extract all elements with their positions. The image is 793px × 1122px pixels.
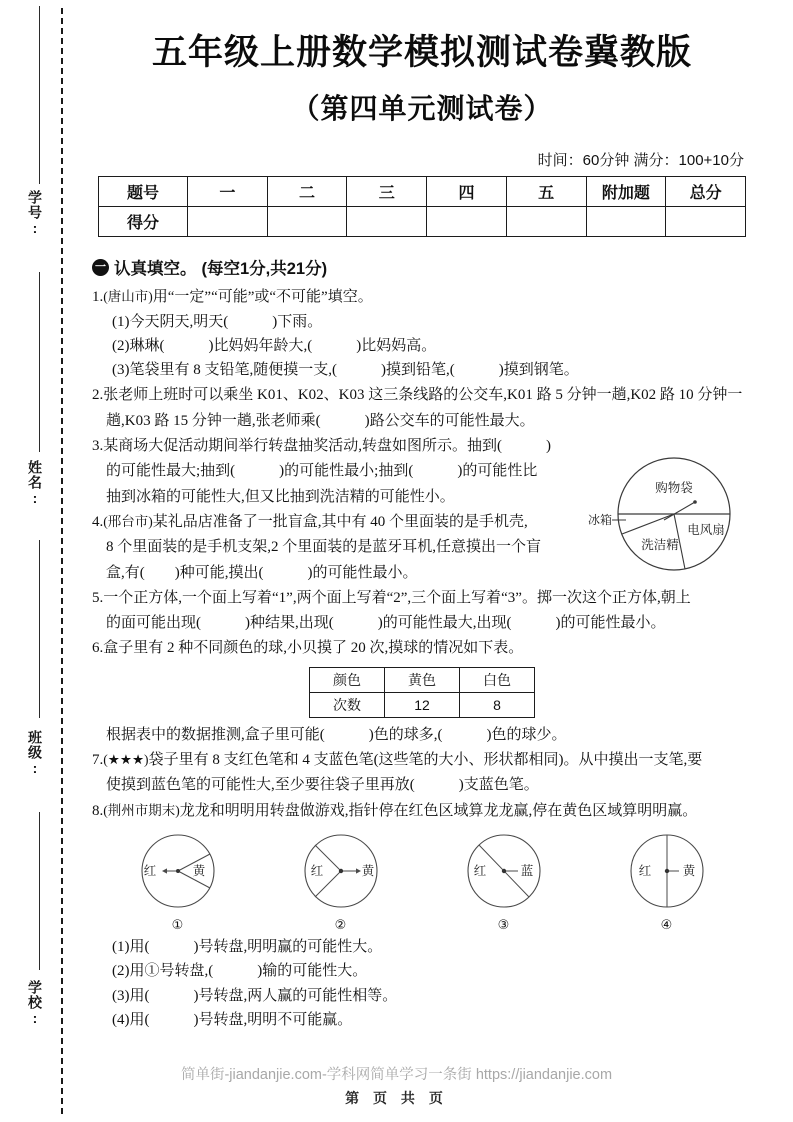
q8-sub1-label: (1)	[112, 938, 130, 955]
question-4-line-2: 8 个里面装的是手机支架,2 个里面装的是蓝牙耳机,任意摸出一个盲	[106, 539, 542, 556]
question-4-line3	[106, 561, 758, 585]
q8-sub4-text-a: 用(	[129, 1011, 150, 1028]
margin-rule-2	[39, 272, 40, 452]
question-5-line-2d: )的可能性最小。	[555, 615, 666, 632]
q1-sub2-label: (2)	[112, 337, 130, 354]
prize-wheel-label-electric-fan: 电风扇	[687, 523, 725, 537]
spinner-3	[444, 831, 564, 933]
question-3-line-1a: 某商场大促活动期间举行转盘抽奖活动,转盘如图所示。抽到(	[103, 438, 502, 455]
spinner-1-caption: ①	[171, 916, 184, 932]
question-5-line-2c: )的可能性最大,出现(	[377, 615, 512, 632]
spinner-2-label-right: 黄	[361, 863, 374, 878]
margin-label-school: 学校:	[27, 980, 43, 1027]
question-4-line-3a: 盒,有(	[106, 564, 145, 581]
spinner-4-caption: ④	[660, 916, 673, 932]
question-8-spinner-row	[96, 831, 748, 933]
q1-sub1-label: (1)	[112, 313, 130, 330]
question-1-source: (唐山市)	[103, 289, 153, 305]
question-8-sub-1	[112, 935, 758, 959]
ball-table-count-white: 8	[460, 692, 535, 717]
ball-count-table	[309, 667, 535, 718]
ball-table-color-yellow: 黄色	[385, 667, 460, 692]
question-8-stem: 龙龙和明明用转盘做游戏,指针停在红色区域算龙龙赢,停在黄色区域算明明赢。	[179, 802, 698, 819]
q8-sub1-text-b: )号转盘,明明赢的可能性大。	[193, 938, 383, 955]
spinner-1-hub	[176, 869, 180, 873]
page-subtitle: （第四单元测试卷）	[291, 93, 553, 125]
question-3-line-3: 抽到冰箱的可能性大,但又比抽到洗洁精的可能性小。	[106, 488, 455, 505]
fold-dashed-line	[61, 8, 63, 1114]
question-8-source: (荆州市期末)	[103, 802, 180, 818]
score-col-3: 三	[347, 177, 427, 207]
section-number-badge: 一	[92, 259, 109, 276]
score-cell-1[interactable]	[188, 207, 268, 237]
margin-rule-3	[39, 540, 40, 718]
q1-sub3-text-c: )摸到钢笔。	[498, 362, 579, 379]
question-7-line-2b: )支蓝色笔。	[458, 777, 539, 794]
question-1	[92, 285, 758, 309]
question-6-tail-c: )色的球少。	[486, 726, 567, 743]
question-7-line-1: 袋子里有 8 支红色笔和 4 支蓝色笔(这些笔的大小、形状都相同)。从中摸出一支笔,要	[148, 752, 703, 769]
spinner-3-label-left: 红	[473, 863, 486, 878]
score-cell-4[interactable]	[427, 207, 507, 237]
table-row-color	[310, 667, 535, 692]
q8-sub2-label: (2)	[112, 963, 130, 980]
question-4-number: 4.	[92, 513, 104, 530]
score-col-4: 四	[427, 177, 507, 207]
score-cell-total[interactable]	[666, 207, 746, 237]
q1-sub2-text-b: )比妈妈年龄大,(	[208, 337, 313, 354]
question-6-tail	[106, 723, 758, 747]
spinner-4-hub	[664, 869, 668, 873]
question-1-sub-3	[112, 358, 758, 382]
question-4-source: (邢台市)	[103, 513, 153, 529]
question-3-line-2c: )的可能性比	[457, 463, 538, 480]
question-5-line-1: 一个正方体,一个面上写着“1”,两个面上写着“2”,三个面上写着“3”。掷一次这个正方体,朝上	[103, 589, 691, 606]
score-col-total: 总分	[666, 177, 746, 207]
score-table-row-label-2: 得分	[99, 207, 188, 237]
spinner-3-hub	[501, 869, 505, 873]
q8-sub2-text-b: )输的可能性大。	[257, 963, 368, 980]
score-col-1: 一	[188, 177, 268, 207]
prize-wheel-label-shopping-bag: 购物袋	[655, 481, 693, 495]
q1-sub1-text-a: 今天阴天,明天(	[129, 313, 229, 330]
question-2	[92, 383, 758, 407]
question-7-line2	[106, 773, 758, 797]
margin-rule-1	[39, 6, 40, 184]
score-cell-2[interactable]	[267, 207, 347, 237]
question-1-sub-2	[112, 334, 758, 358]
question-3-line-2a: 的可能性最大;抽到(	[106, 463, 236, 480]
spinner-4	[607, 831, 727, 933]
page-title: 五年级上册数学模拟测试卷冀教版	[151, 33, 692, 72]
question-8-sub-2	[112, 959, 758, 983]
spinner-4-label-left: 红	[638, 863, 651, 878]
q8-sub4-label: (4)	[112, 1011, 130, 1028]
question-3	[92, 434, 592, 458]
q8-sub3-text-a: 用(	[129, 987, 150, 1004]
spinner-2-caption: ②	[334, 916, 347, 932]
ball-table-row-label-color: 颜色	[310, 667, 385, 692]
section-title: 认真填空。	[114, 260, 197, 279]
score-table-row-label: 题号	[99, 177, 188, 207]
question-3-number: 3.	[92, 438, 104, 455]
section-points: (每空1分,共21分)	[201, 260, 328, 279]
question-7-number: 7.	[92, 752, 104, 769]
table-row-count	[310, 692, 535, 717]
question-2-line-1: 张老师上班时可以乘坐 K01、K02、K03 这三条线路的公交车,K01 路 5 分钟一趟,K02 路 10 分钟一	[103, 387, 743, 404]
section-heading-fill-blanks	[92, 255, 758, 279]
q1-sub3-text-b: )摸到铅笔,(	[381, 362, 455, 379]
exam-meta: 时间：60分钟 满分：100+10分	[537, 152, 744, 170]
table-row-header	[99, 177, 746, 207]
question-2-line-2a: 趟,K03 路 15 分钟一趟,张老师乘(	[106, 412, 321, 429]
table-row-scores	[99, 207, 746, 237]
question-8-sub-4	[112, 1008, 758, 1032]
score-col-5: 五	[506, 177, 586, 207]
question-5	[92, 586, 758, 610]
ball-table-row-label-count: 次数	[310, 692, 385, 717]
footer-page-number: 第 页 共 页	[345, 1090, 448, 1106]
q8-sub4-text-b: )号转盘,明明不可能赢。	[193, 1011, 353, 1028]
question-3-line-2b: )的可能性最小;抽到(	[279, 463, 414, 480]
question-5-number: 5.	[92, 589, 104, 606]
q1-sub2-text-c: )比妈妈高。	[356, 337, 437, 354]
question-4-line2	[106, 535, 758, 559]
ball-table-count-yellow: 12	[385, 692, 460, 717]
question-5-line-2b: )种结果,出现(	[245, 615, 334, 632]
q1-sub3-label: (3)	[112, 362, 130, 379]
question-7-difficulty-stars: (★★★)	[103, 752, 149, 768]
question-3-line2	[106, 459, 606, 483]
question-1-number: 1.	[92, 289, 104, 306]
question-8-sub-3	[112, 984, 758, 1008]
q8-sub3-text-b: )号转盘,两人赢的可能性相等。	[193, 987, 398, 1004]
question-6-tail-b: )色的球多,(	[368, 726, 443, 743]
score-col-extra: 附加题	[586, 177, 666, 207]
spinner-2-label-left: 红	[310, 863, 323, 878]
spinner-1-label-right: 黄	[192, 863, 205, 878]
paper-content	[86, 0, 758, 1122]
ball-table-color-white: 白色	[460, 667, 535, 692]
score-col-2: 二	[267, 177, 347, 207]
question-5-line-2a: 的面可能出现(	[106, 615, 201, 632]
spinner-2-pointer-head	[356, 868, 361, 873]
question-5-line2	[106, 611, 758, 635]
footer-watermark: 简单街-jiandanjie.com-学科网简单学习一条街 https://jiandanjie.com	[180, 1067, 613, 1083]
q8-sub2-text-a: 用①号转盘,(	[129, 963, 214, 980]
score-cell-5[interactable]	[506, 207, 586, 237]
question-6	[92, 636, 758, 660]
score-cell-extra[interactable]	[586, 207, 666, 237]
question-2-line2	[106, 409, 758, 433]
margin-label-student-id: 学号:	[27, 190, 43, 237]
spinner-4-label-right: 黄	[682, 863, 695, 878]
prize-wheel-pointer-tip	[693, 500, 697, 504]
margin-label-column	[12, 0, 58, 1122]
question-8	[92, 799, 758, 823]
spinner-1-label-left: 红	[143, 863, 156, 878]
prize-wheel-label-refrigerator: 冰箱	[587, 513, 613, 527]
question-4	[92, 510, 592, 534]
score-cell-3[interactable]	[347, 207, 427, 237]
prize-wheel-divider-fridge	[622, 514, 674, 534]
q1-sub3-text-a: 笔袋里有 8 支铅笔,随便摸一支,(	[129, 362, 337, 379]
spinner-1	[118, 831, 238, 933]
score-table	[98, 176, 746, 237]
spinner-2-hub	[338, 869, 342, 873]
q1-sub1-text-b: )下雨。	[272, 313, 323, 330]
question-7	[92, 748, 758, 772]
spinner-3-caption: ③	[497, 916, 510, 932]
margin-rule-4	[39, 812, 40, 970]
question-3-line-1b: )	[546, 438, 551, 455]
question-8-number: 8.	[92, 802, 104, 819]
q1-sub2-text-a: 琳琳(	[129, 337, 165, 354]
question-3-line3	[106, 485, 606, 509]
question-2-number: 2.	[92, 387, 104, 404]
margin-label-name: 姓名:	[27, 460, 43, 507]
question-1-sub-1	[112, 310, 758, 334]
prize-wheel-label-detergent: 洗洁精	[641, 538, 679, 552]
question-6-stem: 盒子里有 2 种不同颜色的球,小贝摸了 20 次,摸球的情况如下表。	[103, 640, 524, 657]
question-6-number: 6.	[92, 640, 104, 657]
prize-wheel-pointer	[664, 502, 695, 520]
q8-sub1-text-a: 用(	[129, 938, 150, 955]
question-4-line-3b: )种可能,摸出(	[174, 564, 264, 581]
question-2-line-2b: )路公交车的可能性最大。	[364, 412, 535, 429]
question-6-tail-a: 根据表中的数据推测,盒子里可能(	[106, 726, 325, 743]
spinner-3-label-right: 蓝	[520, 863, 533, 878]
spinner-1-pointer-head	[162, 868, 167, 873]
spinner-2	[281, 831, 401, 933]
question-1-stem: 用“一定”“可能”或“不可能”填空。	[152, 289, 373, 306]
question-4-line-1: 某礼品店准备了一批盲盒,其中有 40 个里面装的是手机壳,	[152, 513, 528, 530]
q8-sub3-label: (3)	[112, 987, 130, 1004]
margin-label-class: 班级:	[27, 730, 43, 777]
question-4-line-3c: )的可能性最小。	[307, 564, 418, 581]
question-7-line-2a: 使摸到蓝色笔的可能性大,至少要往袋子里再放(	[106, 777, 415, 794]
